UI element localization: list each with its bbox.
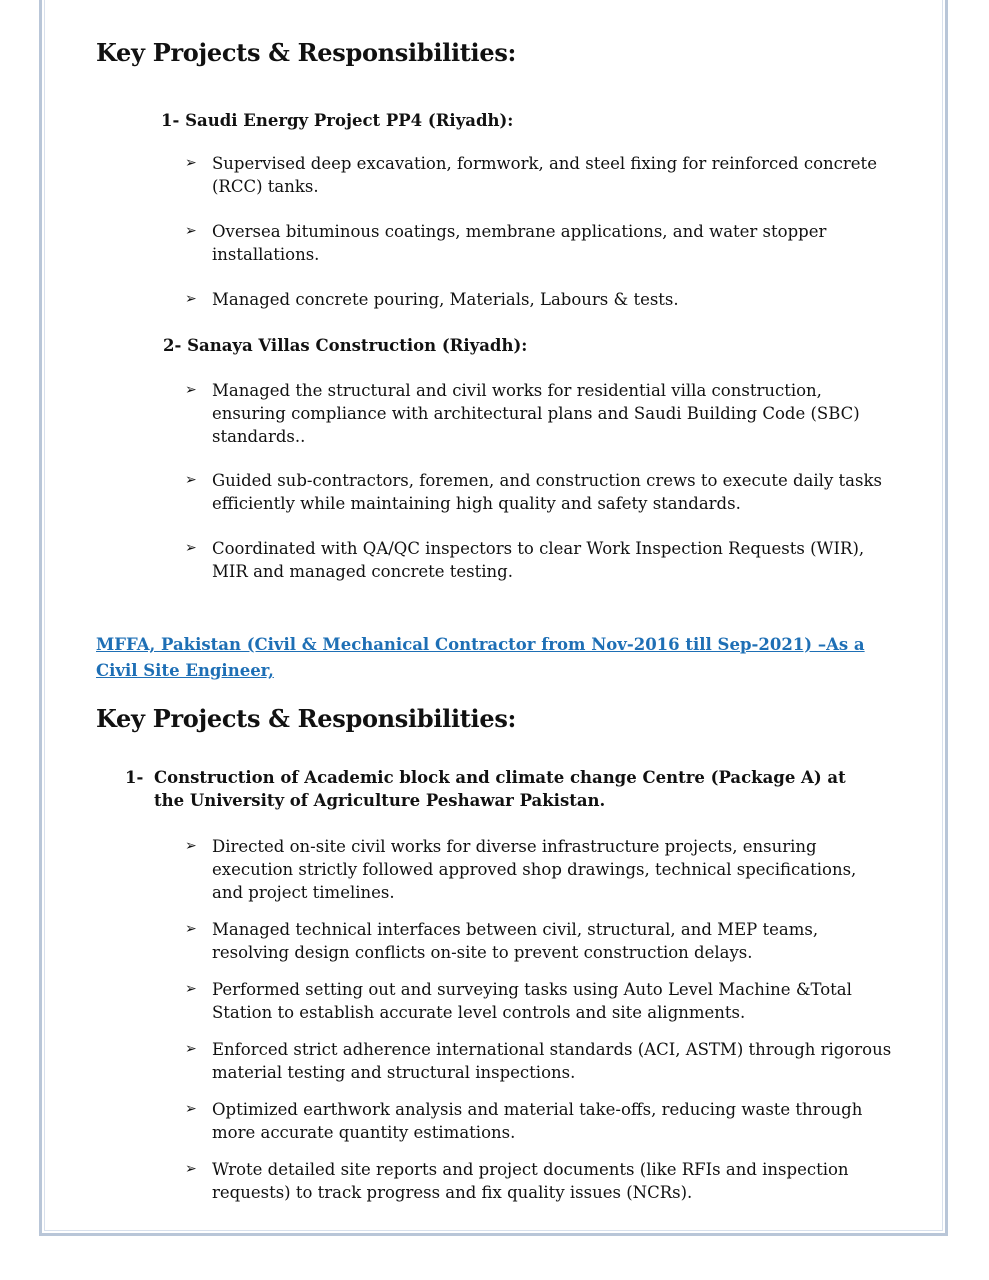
arrowhead-bullet-icon: ➢: [185, 223, 197, 239]
arrowhead-bullet-icon: ➢: [185, 382, 197, 398]
project-title-text: Sanaya Villas Construction (Riyadh):: [187, 336, 528, 355]
arrowhead-bullet-icon: ➢: [185, 291, 197, 307]
list-item-text: Optimized earthwork analysis and material take-offs, reducing waste through more accurate quantity estimations.: [212, 1100, 863, 1142]
arrowhead-bullet-icon: ➢: [185, 1101, 197, 1117]
project-number: 1-: [161, 111, 180, 130]
arrowhead-bullet-icon: ➢: [185, 1041, 197, 1057]
project-title-saudi-energy: [161, 109, 513, 132]
project-number: 2-: [163, 336, 182, 355]
arrowhead-bullet-icon: ➢: [185, 1161, 197, 1177]
project-number: 1-: [125, 768, 144, 787]
list-item-text: Managed technical interfaces between civil, structural, and MEP teams, resolving design conflicts on-site to prevent construction delays.: [212, 920, 819, 962]
arrowhead-bullet-icon: ➢: [185, 472, 197, 488]
project-title-text: Saudi Energy Project PP4 (Riyadh):: [185, 111, 514, 130]
employer-link[interactable]: MFFA, Pakistan (Civil & Mechanical Contractor from Nov-2016 till Sep-2021) –As a Civil Site Engineer,: [96, 635, 865, 680]
list-item-text: Oversea bituminous coatings, membrane applications, and water stopper installations.: [212, 222, 827, 264]
arrowhead-bullet-icon: ➢: [185, 540, 197, 556]
list-item-text: Managed the structural and civil works for residential villa construction, ensuring compliance with architectural plans and Saudi Building Code (SBC) standards..: [212, 381, 860, 446]
arrowhead-bullet-icon: ➢: [185, 921, 197, 937]
arrowhead-bullet-icon: ➢: [185, 838, 197, 854]
section-heading-2: Key Projects & Responsibilities:: [96, 704, 517, 733]
list-item-text: Wrote detailed site reports and project documents (like RFIs and inspection requests) to track progress and fix quality issues (NCRs).: [212, 1160, 849, 1202]
list-item-text: Managed concrete pouring, Materials, Labours & tests.: [212, 290, 679, 309]
arrowhead-bullet-icon: ➢: [185, 155, 197, 171]
list-item-text: Performed setting out and surveying tasks using Auto Level Machine &Total Station to establish accurate level controls and site alignments.: [212, 980, 852, 1022]
list-item-text: Enforced strict adherence international standards (ACI, ASTM) through rigorous material testing and structural inspections.: [212, 1040, 892, 1082]
list-item-text: Guided sub-contractors, foremen, and construction crews to execute daily tasks efficiently while maintaining high quality and safety standards.: [212, 471, 882, 513]
list-item-text: Supervised deep excavation, formwork, and steel fixing for reinforced concrete (RCC) tanks.: [212, 154, 877, 196]
project-title-text: Construction of Academic block and climate change Centre (Package A) at the University of Agriculture Peshawar Pakistan.: [154, 768, 846, 810]
project-title-sanaya-villas: [163, 334, 527, 357]
section-heading-1: Key Projects & Responsibilities:: [96, 38, 517, 67]
list-item-text: Coordinated with QA/QC inspectors to clear Work Inspection Requests (WIR), MIR and managed concrete testing.: [212, 539, 865, 581]
list-item-text: Directed on-site civil works for diverse infrastructure projects, ensuring execution strictly followed approved shop drawings, technical specifications, and project timelines.: [212, 837, 857, 902]
arrowhead-bullet-icon: ➢: [185, 981, 197, 997]
